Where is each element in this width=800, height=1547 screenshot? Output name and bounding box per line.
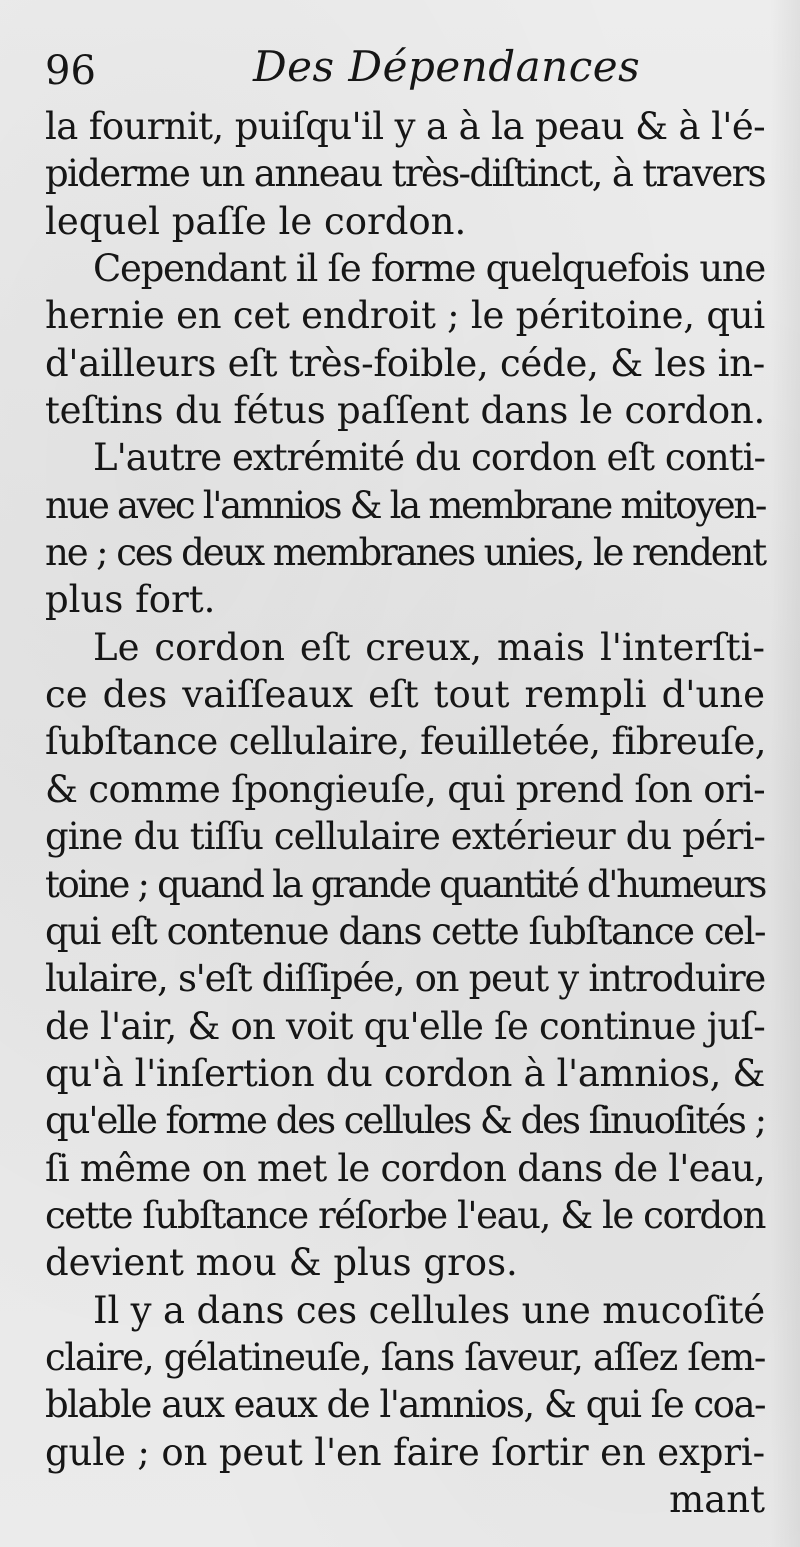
text-line: ce des vaiſſeaux eſt tout rempli d'une bbox=[45, 673, 765, 717]
text-line: cette ſubſtance réſorbe l'eau, & le cordon bbox=[45, 1193, 765, 1237]
text-line: ſubſtance cellulaire, feuilletée, fibreuſe, bbox=[45, 720, 766, 764]
text-line: claire, gélatineuſe, ſans ſaveur, aſſez ſem- bbox=[45, 1335, 765, 1379]
text-line: devient mou & plus gros. bbox=[45, 1241, 518, 1285]
text-line: gine du tiſſu cellulaire extérieur du péri- bbox=[45, 815, 765, 859]
text-line: ſi même on met le cordon dans de l'eau, bbox=[45, 1146, 765, 1190]
text-line: qui eſt contenue dans cette ſubſtance cel- bbox=[45, 909, 765, 953]
text-line: & comme ſpongieuſe, qui prend ſon ori- bbox=[45, 767, 765, 811]
text-line: la fournit, puiſqu'il y a à la peau & à l'é- bbox=[45, 105, 765, 148]
text-line: teſtins du fétus paſſent dans le cordon. bbox=[45, 389, 766, 433]
text-line: Cependant il ſe forme quelquefois une bbox=[93, 247, 766, 291]
text-line: L'autre extrémité du cordon eſt conti- bbox=[93, 436, 765, 480]
text-line: lequel paſſe le cordon. bbox=[45, 199, 467, 243]
body-text bbox=[45, 103, 765, 1523]
text-line: qu'à l'inſertion du cordon à l'amnios, & bbox=[45, 1051, 765, 1095]
text-line: hernie en cet endroit ; le péritoine, qui bbox=[45, 294, 765, 338]
text-line: gule ; on peut l'en faire ſortir en expri- bbox=[45, 1430, 765, 1474]
text-line: blable aux eaux de l'amnios, & qui ſe coa- bbox=[45, 1383, 765, 1427]
text-line: de l'air, & on voit qu'elle ſe continue juſ- bbox=[45, 1004, 765, 1048]
text-line: toine ; quand la grande quantité d'humeurs bbox=[45, 862, 765, 906]
running-head: Des Dépendances bbox=[253, 42, 641, 91]
page-edge-shadow bbox=[770, 0, 800, 1547]
catchword: mant bbox=[669, 1477, 765, 1521]
text-line: plus fort. bbox=[45, 578, 216, 622]
text-line: nue avec l'amnios & la membrane mitoyen- bbox=[45, 483, 765, 527]
page-number: 96 bbox=[45, 48, 96, 94]
text-line: ne ; ces deux membranes unies, le rendent bbox=[45, 531, 765, 575]
text-line: lulaire, s'eſt diſſipée, on peut y introduire bbox=[45, 957, 765, 1001]
text-line: qu'elle forme des cellules & des ſinuoſités ; bbox=[45, 1099, 765, 1143]
text-line: Le cordon eſt creux, mais l'interſti- bbox=[93, 625, 765, 669]
text-line: piderme un anneau très-diſtinct, à travers bbox=[45, 152, 765, 196]
text-line: d'ailleurs eſt très-foible, céde, & les in- bbox=[45, 341, 765, 385]
text-line: Il y a dans ces cellules une mucoſité bbox=[93, 1288, 765, 1332]
page-header bbox=[45, 42, 765, 102]
